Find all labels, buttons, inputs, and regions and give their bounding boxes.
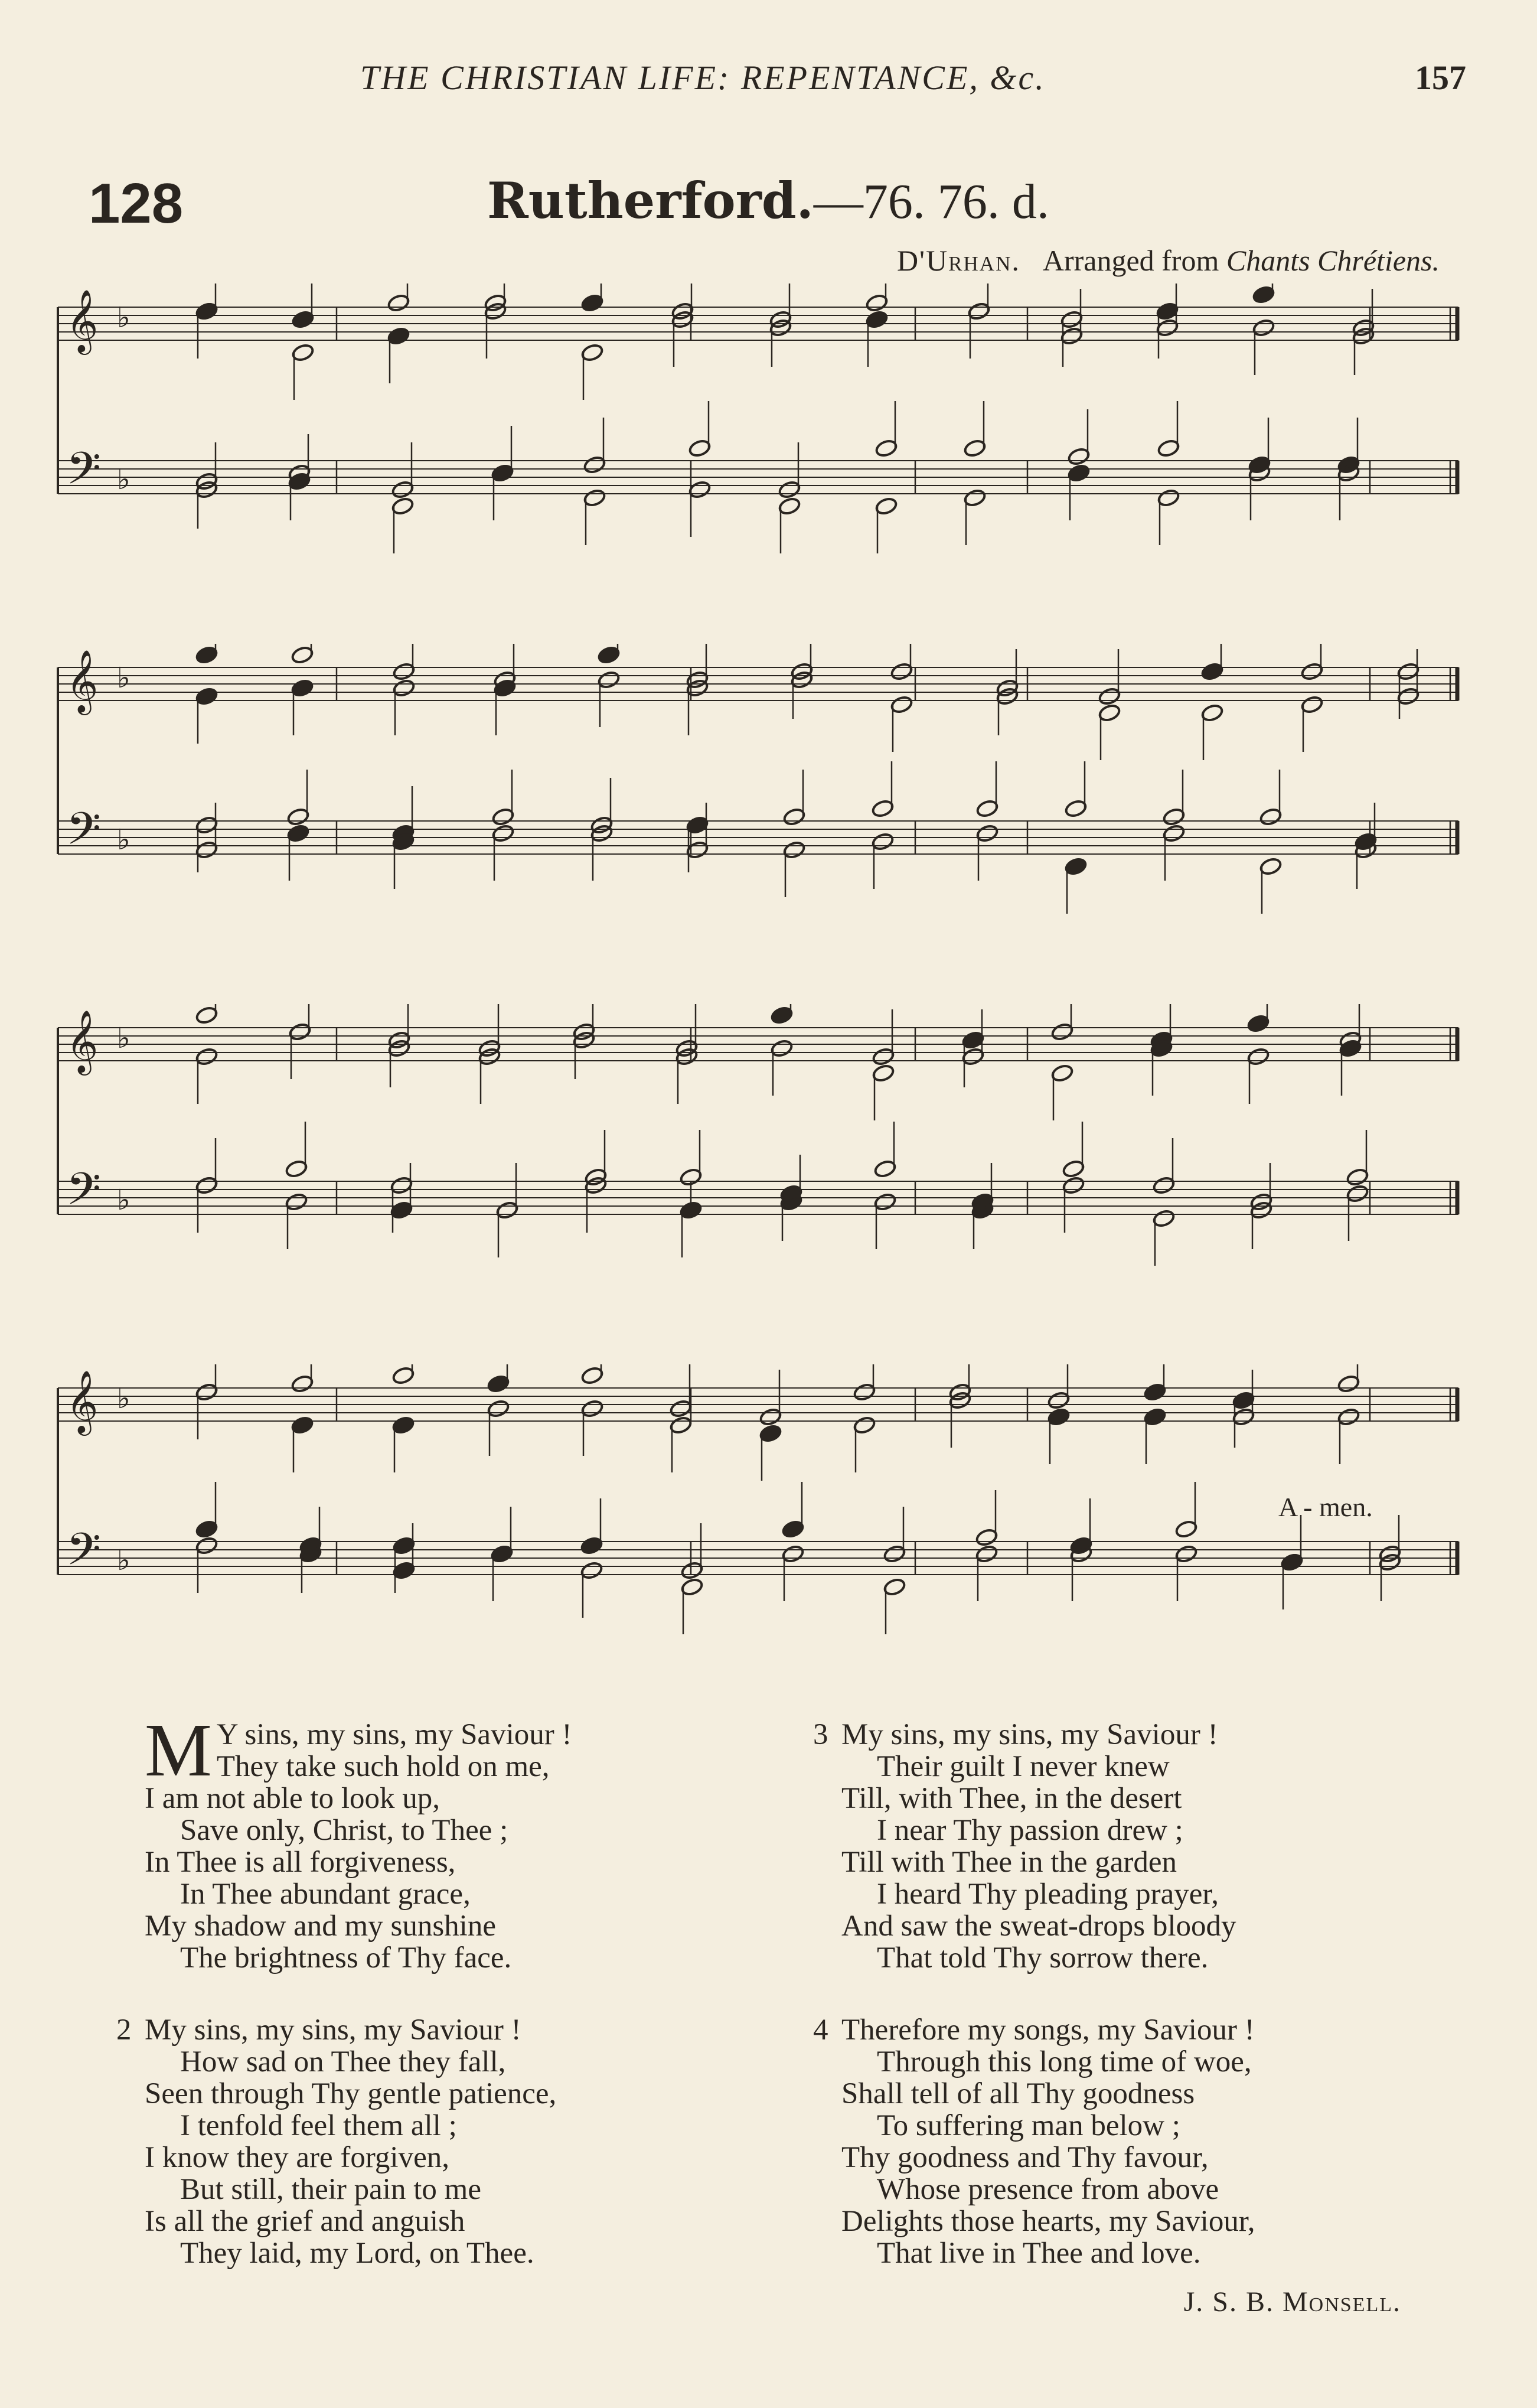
meter: —76. 76. d. [813,174,1049,229]
verse-line: They laid, my Lord, on Thee. [180,2237,534,2270]
verse-3 [813,1718,1236,1974]
verse-line: Save only, Christ, to Thee ; [180,1814,508,1847]
running-head: THE CHRISTIAN LIFE: REPENTANCE, &c. [360,58,1046,97]
verse-line: That live in Thee and love. [877,2237,1201,2270]
verse-line: In Thee abundant grace, [180,1878,471,1911]
tune-heading [487,171,1049,230]
verse-line: I tenfold feel them all ; [180,2109,457,2142]
verse-line: That told Thy sorrow there. [877,1941,1209,1974]
verse-line: How sad on Thee they fall, [180,2045,506,2078]
music-system-1 [53,284,1470,555]
verse-line: My shadow and my sunshine [145,1910,496,1943]
verse-number: 4 [813,2013,828,2047]
drop-cap: M [145,1708,212,1792]
verse-line: Shall tell of all Thy goodness [841,2077,1195,2110]
svg-text:♭: ♭ [117,1544,130,1577]
verse-line: Thy goodness and Thy favour, [841,2141,1209,2174]
music-system-3 [53,1004,1470,1276]
svg-text:♭: ♭ [117,1382,130,1415]
verse-number: 2 [116,2013,132,2047]
verse-line: I heard Thy pleading prayer, [877,1878,1219,1911]
svg-text:♭: ♭ [117,823,130,856]
source-title: Chants Chrétiens. [1226,244,1440,277]
verse-line: Is all the grief and anguish [145,2205,465,2238]
svg-text:♭: ♭ [117,463,130,496]
verse-4 [813,2013,1255,2270]
arranged-from: Arranged from [1042,244,1219,277]
verse-line: Whose presence from above [877,2173,1219,2206]
verse-line: My sins, my sins, my Saviour ! [841,1718,1218,1751]
music-system-4 [53,1364,1470,1636]
svg-text:𝄢: 𝄢 [66,803,102,866]
verse-line: Seen through Thy gentle patience, [145,2077,557,2110]
svg-text:𝄞: 𝄞 [66,649,99,712]
svg-text:𝄞: 𝄞 [66,1009,99,1073]
verse-line: Till, with Thee, in the desert [841,1782,1182,1815]
verse-line: The brightness of Thy face. [180,1941,512,1974]
composer-line [897,243,1440,278]
verse-line: Y sins, my sins, my Saviour ! [216,1718,572,1751]
music-system-2 [53,644,1470,915]
verse-line: I know they are forgiven, [145,2141,449,2174]
composer-name: D'Urhan. [896,244,1020,277]
tune-name: Rutherford. [487,171,814,230]
verse-number: 3 [813,1718,828,1751]
svg-text:♭: ♭ [117,301,130,334]
verse-line: To suffering man below ; [877,2109,1180,2142]
author: J. S. B. Monsell. [1183,2286,1401,2318]
verse-line: They take such hold on me, [216,1750,550,1783]
verse-line: And saw the sweat-drops bloody [841,1910,1236,1943]
hymn-number: 128 [89,172,184,235]
svg-text:♭: ♭ [117,662,130,695]
verse-line: I near Thy passion drew ; [877,1814,1183,1847]
verse-line: Their guilt I never knew [877,1750,1170,1783]
svg-text:𝄢: 𝄢 [66,1523,102,1586]
verse-line: I am not able to look up, [145,1782,440,1815]
page-number: 157 [1415,58,1466,97]
verse-line: Delights those hearts, my Saviour, [841,2205,1255,2238]
verse-line: But still, their pain to me [180,2173,481,2206]
verse-line: Through this long time of woe, [877,2045,1252,2078]
verse-line: In Thee is all forgiveness, [145,1846,456,1879]
svg-text:𝄞: 𝄞 [66,1370,99,1433]
verse-line: Therefore my songs, my Saviour ! [841,2013,1255,2047]
svg-text:𝄞: 𝄞 [66,289,99,352]
svg-text:𝄢: 𝄢 [66,1163,102,1226]
verse-2 [116,2013,557,2270]
verse-line: Till with Thee in the garden [841,1846,1177,1879]
amen-syllables: A - men. [1278,1492,1373,1522]
svg-text:♭: ♭ [117,1022,130,1055]
verse-1 [145,1708,572,1974]
verse-line: My sins, my sins, my Saviour ! [145,2013,521,2047]
svg-text:𝄢: 𝄢 [66,442,102,506]
svg-text:♭: ♭ [117,1184,130,1217]
